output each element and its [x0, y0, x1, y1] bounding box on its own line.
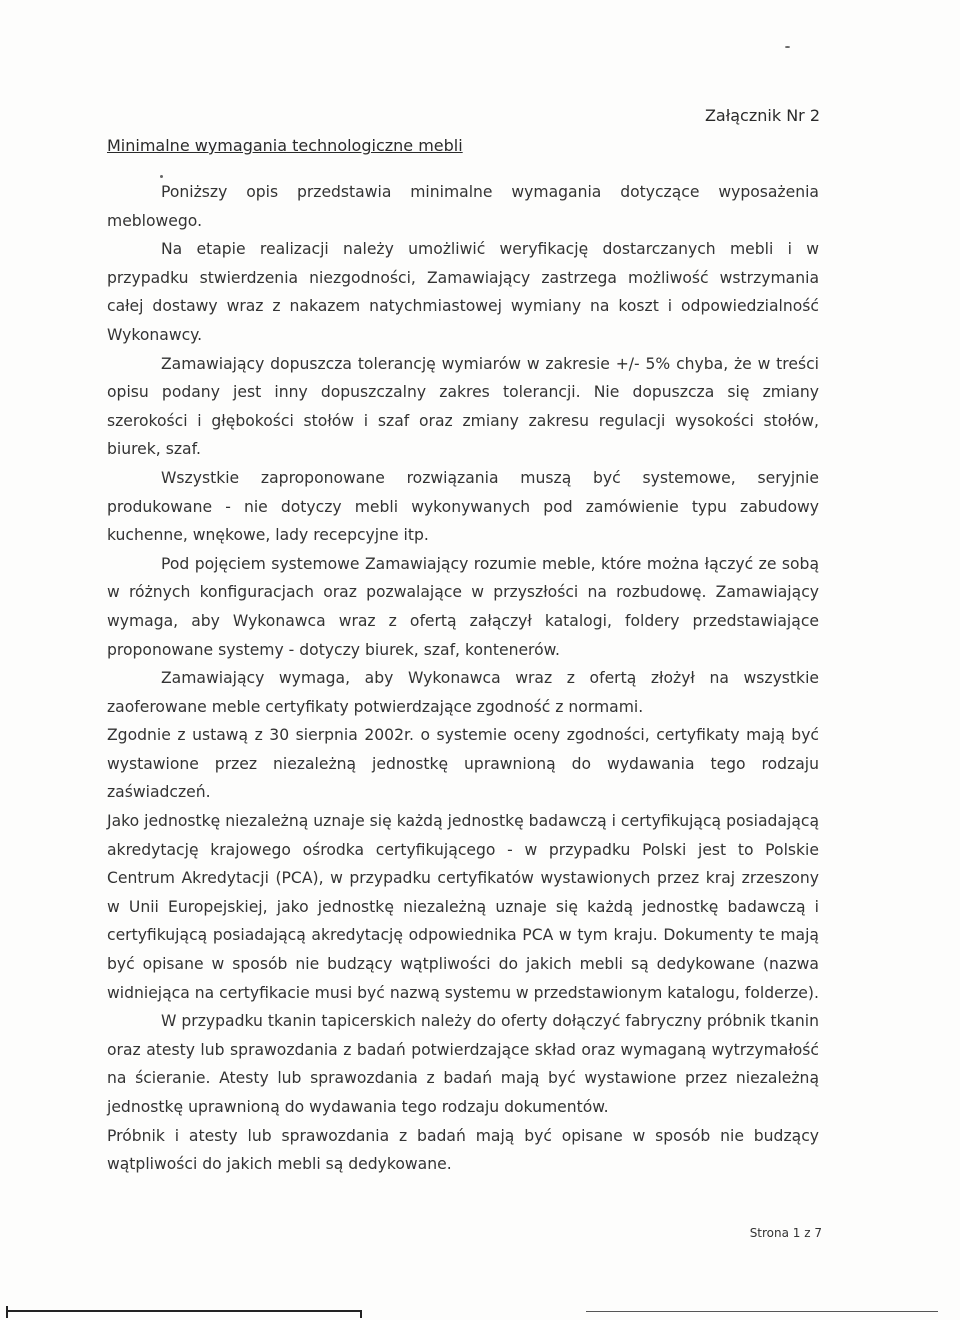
- paragraph: W przypadku tkanin tapicerskich należy do oferty dołączyć fabryczny próbnik tkanin oraz atesty lub sprawozdania z badań potwierdzające skład oraz wymaganą wytrzymałość na ścieranie. Atesty lub sprawozdania z badań mają być wystawione przez niezależną jednostkę uprawnioną do wydawania tego rodzaju dokumentów.: [107, 1012, 819, 1116]
- paragraph: Jako jednostkę niezależną uznaje się każdą jednostkę badawczą i certyfikującą posiadającą akredytację krajowego ośrodka certyfikującego - w przypadku Polski jest to Polskie Centrum Akredytacji (PCA), w przypadku certyfikatów wystawionych przez kraj zrzeszony w Unii Europejskiej, jako jednostkę niezależną uznaje się każdą jednostkę badawczą i certyfikującą posiadającą akredytację odpowiednika PCA w tym kraju. Dokumenty te mają być opisane w sposób nie budzący wątpliwości do jakich mebli są dedykowane (nazwa widniejąca na certyfikacie musi być nazwą systemu w przedstawionym katalogu, folderze).: [107, 812, 819, 1002]
- document-title: Minimalne wymagania technologiczne mebli: [107, 136, 463, 155]
- scan-speck: [160, 175, 163, 178]
- paragraph: Na etapie realizacji należy umożliwić weryfikację dostarczanych mebli i w przypadku stwierdzenia niezgodności, Zamawiający zastrzega możliwość wstrzymania całej dostawy wraz z nakazem natychmiastowej wymiany na koszt i odpowiedzialność Wykonawcy.: [107, 240, 819, 344]
- paragraph: Próbnik i atesty lub sprawozdania z badań mają być opisane w sposób nie budzący wątpliwości do jakich mebli są dedykowane.: [107, 1126, 819, 1174]
- scan-edge-line: [6, 1306, 8, 1318]
- scan-speck: [785, 46, 790, 48]
- scan-edge-line: [586, 1311, 938, 1312]
- annex-label: Załącznik Nr 2: [704, 106, 820, 125]
- paragraph: Zamawiający wymaga, aby Wykonawca wraz z ofertą złożył na wszystkie zaoferowane meble certyfikaty potwierdzające zgodność z normami.: [107, 669, 819, 716]
- paragraph: Poniższy opis przedstawia minimalne wymagania dotyczące wyposażenia meblowego.: [107, 183, 819, 230]
- paragraph: Wszystkie zaproponowane rozwiązania muszą być systemowe, seryjnie produkowane - nie dotyczy mebli wykonywanych pod zamówienie typu zabudowy kuchenne, wnękowe, lady recepcyjne itp.: [107, 468, 819, 545]
- scan-edge-line: [360, 1310, 362, 1318]
- paragraph: Pod pojęciem systemowe Zamawiający rozumie meble, które można łączyć ze sobą w różnych konfiguracjach oraz pozwalające w przyszłości na rozbudowę. Zamawiający wymaga, aby Wykonawca wraz z ofertą załączył katalogi, foldery przedstawiające proponowane systemy - dotyczy biurek, szaf, kontenerów.: [107, 554, 819, 659]
- document-body: [107, 178, 819, 1179]
- page-number: Strona 1 z 7: [749, 1226, 822, 1240]
- paragraph: Zamawiający dopuszcza tolerancję wymiarów w zakresie +/- 5% chyba, że w treści opisu podany jest inny dopuszczalny zakres tolerancji. Nie dopuszcza się zmiany szerokości i głębokości stołów i szaf oraz zmiany zakresu regulacji wysokości stołów, biurek, szaf.: [107, 354, 819, 459]
- scan-edge-line: [6, 1310, 360, 1312]
- paragraph: Zgodnie z ustawą z 30 sierpnia 2002r. o systemie oceny zgodności, certyfikaty mają być wystawione przez niezależną jednostkę uprawnioną do wydawania tego rodzaju zaświadczeń.: [107, 726, 819, 802]
